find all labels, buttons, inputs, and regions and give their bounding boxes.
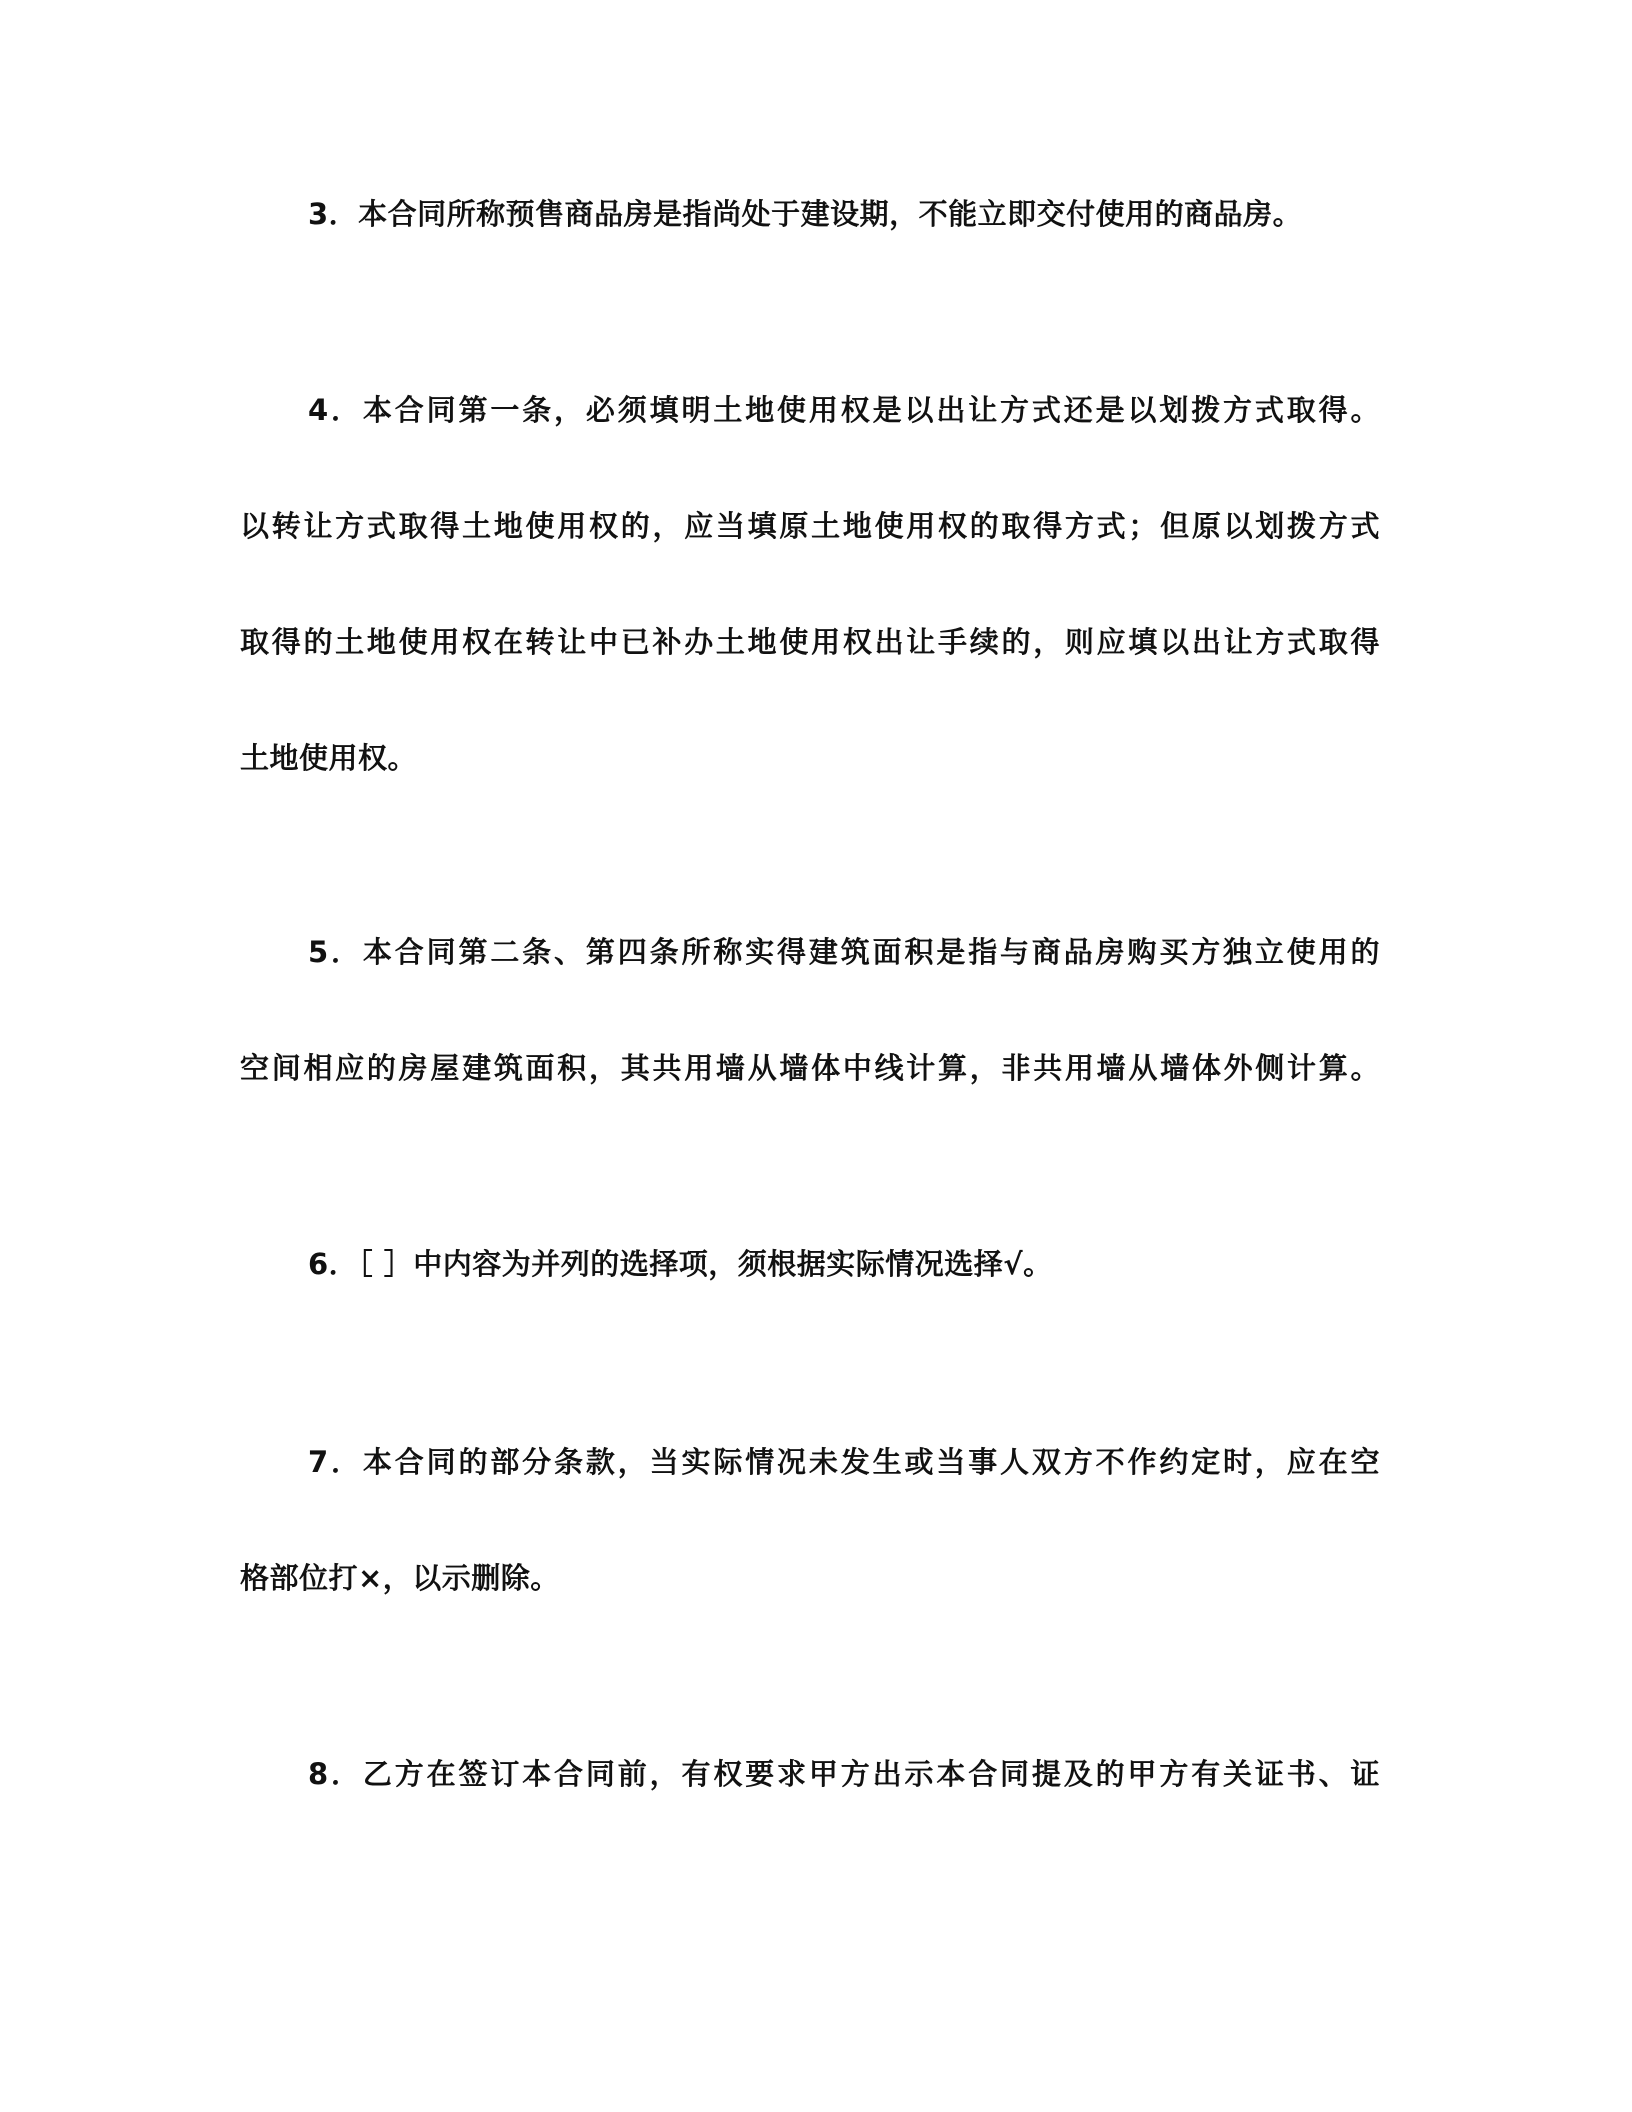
paragraph-line: 8．乙方在签订本合同前，有权要求甲方出示本合同提及的甲方有关证书、证 — [308, 1757, 1380, 1791]
paragraph-line: 3．本合同所称预售商品房是指尚处于建设期，不能立即交付使用的商品房。 — [308, 197, 1303, 231]
paragraph-7 — [240, 1404, 1380, 1636]
paragraph-line: 4．本合同第一条，必须填明土地使用权是以出让方式还是以划拨方式取得。 — [308, 393, 1380, 427]
paragraph-line: 土地使用权。 — [240, 741, 418, 775]
paragraph-8 — [240, 1716, 1380, 1832]
paragraph-6 — [240, 1206, 1380, 1322]
paragraph-line: 取得的土地使用权在转让中已补办土地使用权出让手续的，则应填以出让方式取得 — [240, 625, 1380, 659]
paragraph-4 — [240, 352, 1380, 816]
paragraph-line: 5．本合同第二条、第四条所称实得建筑面积是指与商品房购买方独立使用的 — [308, 935, 1380, 969]
paragraph-line: 6．［ ］中内容为并列的选择项，须根据实际情况选择√。 — [308, 1247, 1053, 1281]
paragraph-line: 空间相应的房屋建筑面积，其共用墙从墙体中线计算，非共用墙从墙体外侧计算。 — [240, 1051, 1380, 1085]
paragraph-line: 以转让方式取得土地使用权的，应当填原土地使用权的取得方式；但原以划拨方式 — [240, 509, 1380, 543]
paragraph-line: 7．本合同的部分条款，当实际情况未发生或当事人双方不作约定时，应在空 — [308, 1445, 1380, 1479]
paragraph-5 — [240, 894, 1380, 1126]
paragraph-line: 格部位打×，以示删除。 — [240, 1561, 560, 1595]
paragraph-3 — [240, 156, 1380, 272]
